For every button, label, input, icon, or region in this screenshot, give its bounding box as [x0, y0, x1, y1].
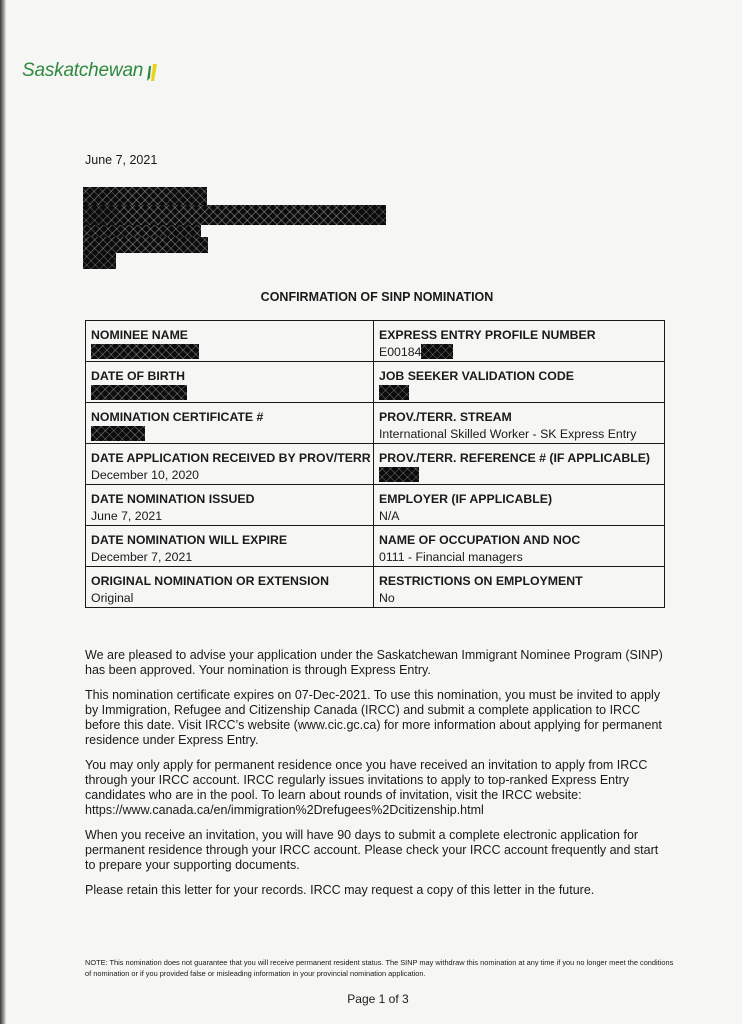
table-cell: [374, 485, 665, 526]
table-row: [86, 403, 665, 444]
field-label: PROV./TERR. STREAM: [379, 410, 512, 424]
table-cell: [86, 362, 374, 403]
field-label: NOMINATION CERTIFICATE #: [91, 410, 264, 424]
field-label: DATE APPLICATION RECEIVED BY PROV/TERR: [91, 451, 371, 465]
table-cell: [86, 321, 374, 362]
field-label: DATE OF BIRTH: [91, 369, 186, 383]
body-paragraph: We are pleased to advise your application under the Saskatchewan Immigrant Nominee Program (SINP) has been approved. Your nomination is through Express Entry.: [85, 648, 663, 677]
letter-body: [85, 648, 665, 908]
field-value: 0111 - Financial managers: [379, 550, 523, 564]
redacted-address-line-2: [83, 205, 386, 225]
field-label: DATE NOMINATION ISSUED: [91, 492, 255, 506]
redacted-address-line-4: [83, 237, 208, 253]
table-cell: [86, 444, 374, 485]
field-label: ORIGINAL NOMINATION OR EXTENSION: [91, 574, 329, 588]
field-value: No: [379, 591, 395, 605]
field-value: E00184: [379, 344, 659, 361]
table-row: [86, 526, 665, 567]
table-cell: [374, 567, 665, 608]
field-value: December 10, 2020: [91, 468, 200, 482]
table-cell: [374, 362, 665, 403]
disclaimer-note: NOTE: This nomination does not guarantee that you will receive permanent resident status. The SINP may withdraw this nomination at any time if you no longer meet the conditions of nomination or if you provided false or misleading information in your provincial nomination application.: [85, 958, 674, 978]
body-paragraph: You may only apply for permanent residence once you have received an invitation to apply from IRCC through your IRCC account. IRCC regularly issues invitations to apply to top-ranked Express Entry candidates who are in the pool. To learn about rounds of invitation, visit the IRCC website: https://www.canada.ca/en/immigration%2Drefugees%2Dcitizenship.html: [85, 758, 648, 817]
logo-wordmark: Saskatchewan: [22, 60, 144, 81]
nomination-details-table: [85, 320, 665, 608]
table-cell: [374, 403, 665, 444]
table-row: [86, 485, 665, 526]
field-label: NAME OF OCCUPATION AND NOC: [379, 533, 581, 547]
table-cell: [86, 485, 374, 526]
table-cell: [86, 567, 374, 608]
saskatchewan-logo: [22, 60, 158, 82]
field-label: PROV./TERR. REFERENCE # (IF APPLICABLE): [379, 451, 651, 465]
field-value: December 7, 2021: [91, 550, 193, 564]
field-label: JOB SEEKER VALIDATION CODE: [379, 369, 574, 383]
redacted-value: [91, 385, 187, 400]
ircc-url: https://www.canada.ca/en/immigration%2Drefugees%2Dcitizenship.html: [85, 803, 484, 817]
field-label: RESTRICTIONS ON EMPLOYMENT: [379, 574, 583, 588]
body-paragraph: Please retain this letter for your records. IRCC may request a copy of this letter in the future.: [85, 883, 595, 897]
redacted-value: [91, 426, 145, 441]
redacted-address-line-1: [83, 187, 207, 205]
page-number: Page 1 of 3: [347, 992, 409, 1006]
page-edge-shadow: [0, 0, 6, 1024]
table-cell: [374, 526, 665, 567]
table-row: [86, 321, 665, 362]
body-paragraph: This nomination certificate expires on 07-Dec-2021. To use this nomination, you must be invited to apply by Immigration, Refugee and Citizenship Canada (IRCC) and submit a complete application to IRCC before this date. Visit IRCC’s website (www.cic.gc.ca) for more information about applying for permanent residence under Express Entry.: [85, 688, 662, 747]
redacted-value: [91, 344, 199, 359]
document-heading: CONFIRMATION OF SINP NOMINATION: [260, 290, 494, 304]
field-label: NOMINEE NAME: [91, 328, 189, 342]
table-row: [86, 567, 665, 608]
table-cell: [86, 526, 374, 567]
redacted-value: [379, 467, 419, 482]
table-cell: [374, 321, 665, 362]
letter-date: June 7, 2021: [85, 153, 158, 167]
body-paragraph: When you receive an invitation, you will have 90 days to submit a complete electronic application for permanent residence through your IRCC account. Please check your IRCC account frequently and start to prepare your supporting documents.: [85, 828, 659, 872]
table-row: [86, 362, 665, 403]
redacted-value: [421, 344, 453, 359]
redacted-address-line-5: [83, 253, 116, 269]
field-label: EMPLOYER (IF APPLICABLE): [379, 492, 553, 506]
redacted-address-line-3: [83, 225, 201, 237]
field-label: EXPRESS ENTRY PROFILE NUMBER: [379, 328, 596, 342]
redacted-value: [379, 385, 409, 400]
field-value: Original: [91, 591, 134, 605]
logo-flag-icon: [146, 62, 158, 82]
field-value: N/A: [379, 509, 400, 523]
field-value: June 7, 2021: [91, 509, 163, 523]
table-cell: [374, 444, 665, 485]
field-label: DATE NOMINATION WILL EXPIRE: [91, 533, 288, 547]
table-row: [86, 444, 665, 485]
table-cell: [86, 403, 374, 444]
field-value: International Skilled Worker - SK Express Entry: [379, 427, 637, 441]
